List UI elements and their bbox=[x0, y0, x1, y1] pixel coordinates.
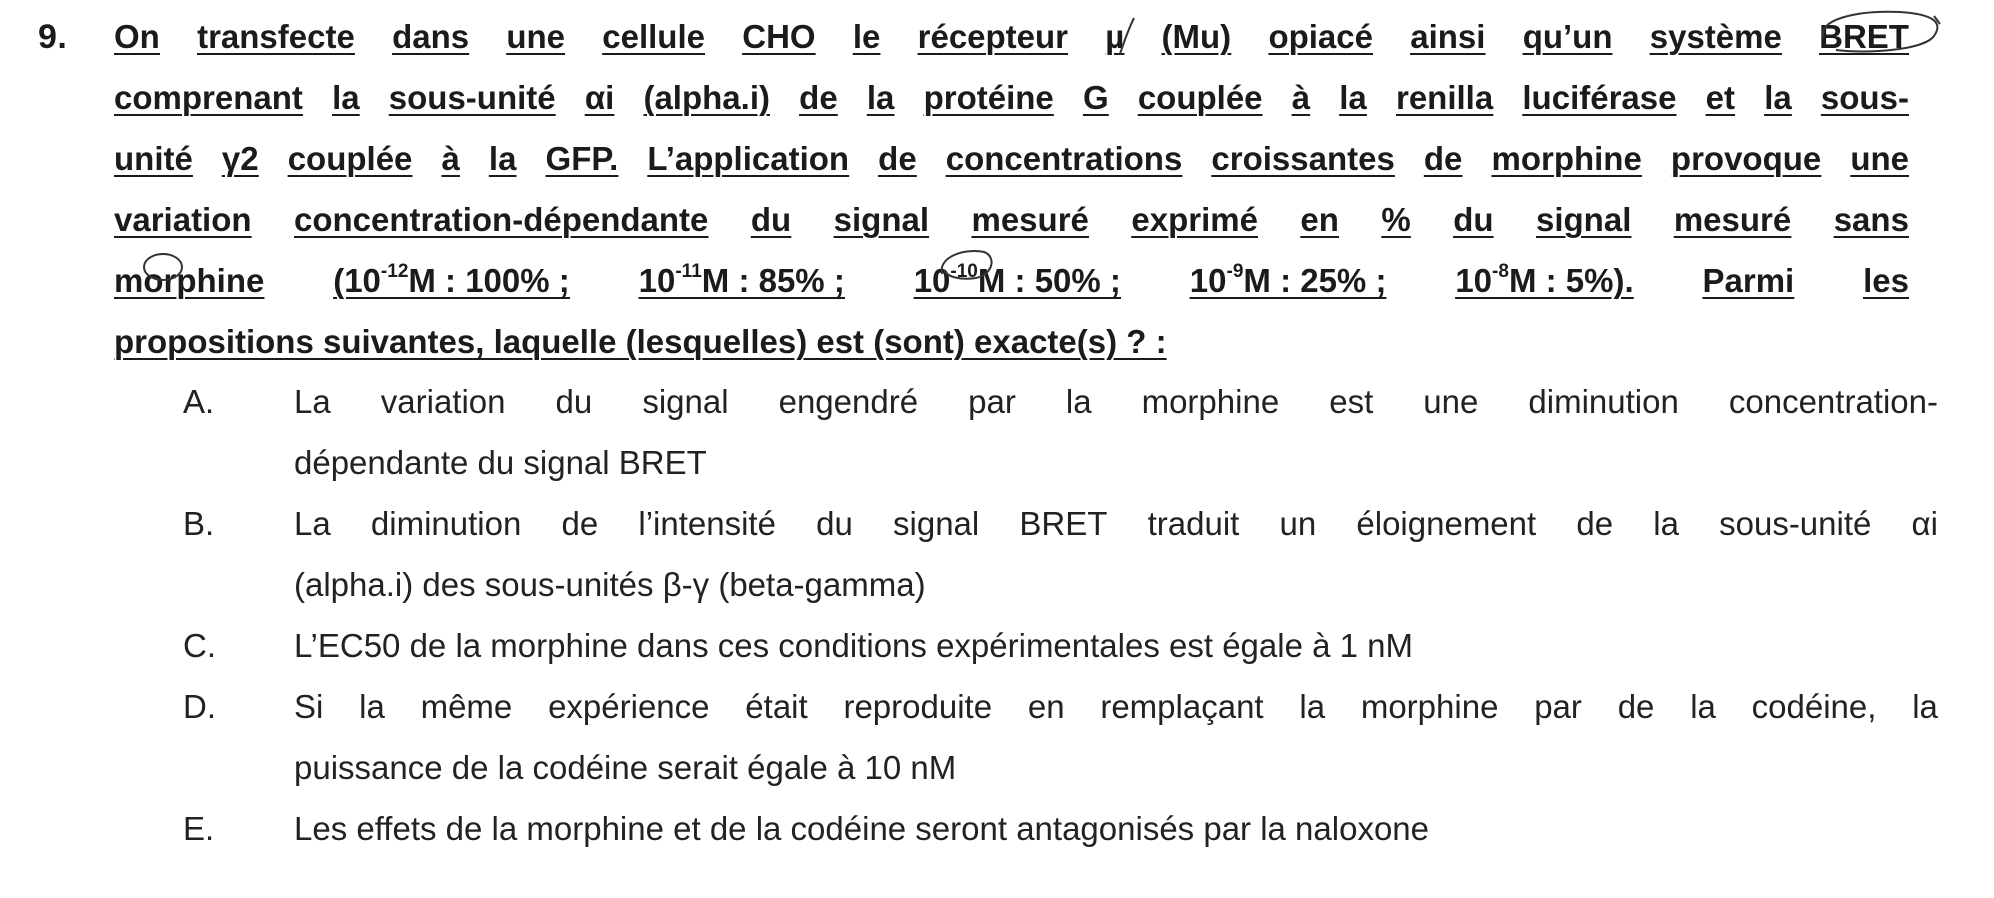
option-word: L’EC50 de la morphine dans ces conditions expérimentales est égale à 1 nM bbox=[294, 627, 1414, 664]
concentration-point bbox=[1455, 250, 1633, 311]
option-word: diminution bbox=[1528, 383, 1679, 420]
stem-line bbox=[114, 189, 1909, 250]
option-b bbox=[183, 493, 1938, 615]
stem-word: γ2 bbox=[221, 140, 259, 177]
option-word: morphine bbox=[1360, 688, 1499, 725]
option-word: BRET bbox=[1019, 505, 1108, 542]
stem-word: à bbox=[1291, 79, 1311, 116]
stem-line bbox=[114, 6, 1909, 67]
concentration-point bbox=[914, 250, 1121, 311]
option-word: par bbox=[968, 383, 1016, 420]
option-word: variation bbox=[380, 383, 506, 420]
stem-word: On bbox=[114, 18, 160, 55]
option-word: sous-unité bbox=[1719, 505, 1872, 542]
option-word: l’intensité bbox=[638, 505, 776, 542]
option-text bbox=[294, 615, 1938, 676]
stem-word: renilla bbox=[1395, 79, 1494, 116]
stem-word: à bbox=[441, 140, 460, 177]
option-word: une bbox=[1423, 383, 1479, 420]
option-line bbox=[294, 737, 1938, 798]
stem-word: la bbox=[488, 140, 517, 177]
stem-word: qu’un bbox=[1522, 18, 1613, 55]
option-line bbox=[294, 371, 1938, 432]
stem-word: signal bbox=[833, 201, 930, 238]
stem-word: de bbox=[878, 140, 917, 177]
option-word: est bbox=[1329, 383, 1374, 420]
option-letter: A. bbox=[183, 383, 215, 420]
stem-line bbox=[114, 67, 1909, 128]
stem-word: CHO bbox=[742, 18, 816, 55]
stem-word: en bbox=[1300, 201, 1339, 238]
option-word: Si bbox=[294, 688, 324, 725]
stem-word: protéine bbox=[923, 79, 1054, 116]
stem-word: sous- bbox=[1820, 79, 1909, 116]
concentration-exponent: -8 bbox=[1492, 261, 1509, 282]
stem-word: morphine bbox=[114, 262, 265, 299]
concentration-base: (10 bbox=[333, 262, 381, 299]
stem-word: G bbox=[1082, 79, 1109, 116]
option-word: signal bbox=[642, 383, 729, 420]
concentration-point bbox=[333, 250, 570, 311]
option-word: codéine, bbox=[1751, 688, 1877, 725]
option-line bbox=[294, 493, 1938, 554]
option-letter: B. bbox=[183, 505, 215, 542]
stem-word: GFP. bbox=[545, 140, 619, 177]
stem-word: et bbox=[1705, 79, 1736, 116]
option-word: αi bbox=[1911, 505, 1938, 542]
option-line bbox=[294, 676, 1938, 737]
stem-word: la bbox=[1764, 79, 1792, 116]
stem-word: mesuré bbox=[971, 201, 1089, 238]
stem-word: couplée bbox=[287, 140, 413, 177]
stem-word: mesuré bbox=[1673, 201, 1792, 238]
option-letter: E. bbox=[183, 810, 215, 847]
stem-word: unité bbox=[114, 140, 193, 177]
option-word: la bbox=[1065, 383, 1092, 420]
stem-word: sans bbox=[1833, 201, 1909, 238]
stem-word: la bbox=[1339, 79, 1367, 116]
concentration-exponent: -11 bbox=[675, 261, 702, 282]
option-word: expérience bbox=[548, 688, 710, 725]
stem-word: le bbox=[852, 18, 881, 55]
option-text bbox=[294, 798, 1938, 859]
option-word: traduit bbox=[1147, 505, 1240, 542]
stem-word: concentration-dépendante bbox=[294, 201, 709, 238]
stem-line-last bbox=[114, 311, 1909, 372]
stem-concentration-line bbox=[114, 250, 1909, 311]
option-word: en bbox=[1027, 688, 1065, 725]
option-line bbox=[294, 432, 1938, 493]
option-text bbox=[294, 371, 1938, 493]
concentration-value: M : 25% ; bbox=[1243, 262, 1387, 299]
stem-word: provoque bbox=[1670, 140, 1822, 177]
option-a bbox=[183, 371, 1938, 493]
option-word: puissance de la codéine serait égale à 10 nM bbox=[294, 749, 957, 786]
concentration-value: M : 5%). bbox=[1508, 262, 1634, 299]
stem-last-text: propositions suivantes, laquelle (lesquelles) est (sont) exacte(s) ? : bbox=[114, 323, 1167, 360]
stem-word: variation bbox=[114, 201, 252, 238]
concentration-point bbox=[639, 250, 845, 311]
option-letter: D. bbox=[183, 688, 216, 725]
option-word: la bbox=[1299, 688, 1326, 725]
stem-word: sous-unité bbox=[388, 79, 556, 116]
option-word: un bbox=[1279, 505, 1317, 542]
stem-word: de bbox=[799, 79, 838, 116]
option-word: par bbox=[1534, 688, 1582, 725]
question-stem bbox=[114, 6, 1909, 372]
option-text bbox=[294, 676, 1938, 798]
concentration-point bbox=[1190, 250, 1387, 311]
concentration-value: M : 85% ; bbox=[701, 262, 845, 299]
concentration-exponent: -9 bbox=[1226, 261, 1244, 282]
option-word: du bbox=[816, 505, 853, 542]
option-word: la bbox=[1690, 688, 1716, 725]
stem-word: BRET bbox=[1819, 18, 1909, 55]
option-word: remplaçant bbox=[1100, 688, 1264, 725]
question-number: 9. bbox=[38, 18, 68, 56]
stem-word: du bbox=[750, 201, 792, 238]
stem-word: une bbox=[506, 18, 566, 55]
option-word: était bbox=[745, 688, 808, 725]
stem-word: de bbox=[1423, 140, 1463, 177]
concentration-base: 10 bbox=[1189, 262, 1227, 299]
option-line bbox=[294, 615, 1938, 676]
option-line bbox=[294, 798, 1938, 859]
stem-word: la bbox=[866, 79, 895, 116]
option-word: de bbox=[1617, 688, 1655, 725]
stem-word: luciférase bbox=[1522, 79, 1677, 116]
stem-word: cellule bbox=[602, 18, 705, 55]
option-d bbox=[183, 676, 1938, 798]
option-word: La bbox=[294, 505, 331, 542]
stem-word: récepteur bbox=[917, 18, 1069, 55]
option-text bbox=[294, 493, 1938, 615]
option-c bbox=[183, 615, 1938, 676]
option-word: concentration- bbox=[1728, 383, 1938, 420]
option-word: reproduite bbox=[843, 688, 993, 725]
stem-word: système bbox=[1649, 18, 1782, 55]
option-e bbox=[183, 798, 1938, 859]
option-word: du bbox=[555, 383, 593, 420]
stem-word: ainsi bbox=[1410, 18, 1486, 55]
concentration-base: 10 bbox=[1455, 262, 1493, 299]
option-word: la bbox=[1912, 688, 1938, 725]
stem-word: exprimé bbox=[1131, 201, 1258, 238]
concentration-exponent: -10 bbox=[950, 261, 978, 282]
stem-word: (alpha.i) bbox=[643, 79, 770, 116]
concentration-value: M : 50% ; bbox=[977, 262, 1121, 299]
stem-word: µ bbox=[1105, 18, 1125, 55]
stem-word: dans bbox=[392, 18, 470, 55]
option-word: engendré bbox=[778, 383, 919, 420]
concentration-value: M : 100% ; bbox=[408, 262, 570, 299]
option-word: dépendante du signal BRET bbox=[294, 444, 707, 481]
option-word: la bbox=[1653, 505, 1679, 542]
stem-word: les bbox=[1863, 262, 1909, 299]
stem-word: du bbox=[1453, 201, 1494, 238]
stem-word: comprenant bbox=[114, 79, 303, 116]
concentration-exponent: -12 bbox=[380, 261, 409, 282]
option-word: La bbox=[294, 383, 331, 420]
stem-word: concentrations bbox=[945, 140, 1183, 177]
stem-line bbox=[114, 128, 1909, 189]
option-word: de bbox=[561, 505, 599, 542]
stem-word: signal bbox=[1536, 201, 1632, 238]
stem-word: transfecte bbox=[197, 18, 355, 55]
option-word: diminution bbox=[370, 505, 522, 542]
concentration-base: 10 bbox=[638, 262, 676, 299]
option-word: Les effets de la morphine et de la codéine seront antagonisés par la naloxone bbox=[294, 810, 1430, 847]
option-word: de bbox=[1576, 505, 1614, 542]
option-word: (alpha.i) des sous-unités β-γ (beta-gamma) bbox=[294, 566, 926, 603]
stem-word: % bbox=[1381, 201, 1411, 238]
option-word: signal bbox=[893, 505, 980, 542]
option-line bbox=[294, 554, 1938, 615]
option-letter: C. bbox=[183, 627, 216, 664]
stem-word: αi bbox=[584, 79, 615, 116]
stem-word: une bbox=[1850, 140, 1909, 177]
stem-word: Parmi bbox=[1702, 262, 1795, 299]
option-word: même bbox=[420, 688, 513, 725]
concentration-base: 10 bbox=[913, 262, 951, 299]
stem-word: couplée bbox=[1137, 79, 1263, 116]
stem-word: la bbox=[332, 79, 360, 116]
stem-word: opiacé bbox=[1268, 18, 1373, 55]
stem-word: L’application bbox=[647, 140, 850, 177]
answer-options bbox=[183, 371, 1938, 859]
stem-word: (Mu) bbox=[1161, 18, 1232, 55]
option-word: morphine bbox=[1141, 383, 1280, 420]
stem-word: morphine bbox=[1491, 140, 1642, 177]
option-word: éloignement bbox=[1356, 505, 1537, 542]
stem-word: croissantes bbox=[1211, 140, 1395, 177]
option-word: la bbox=[359, 688, 385, 725]
